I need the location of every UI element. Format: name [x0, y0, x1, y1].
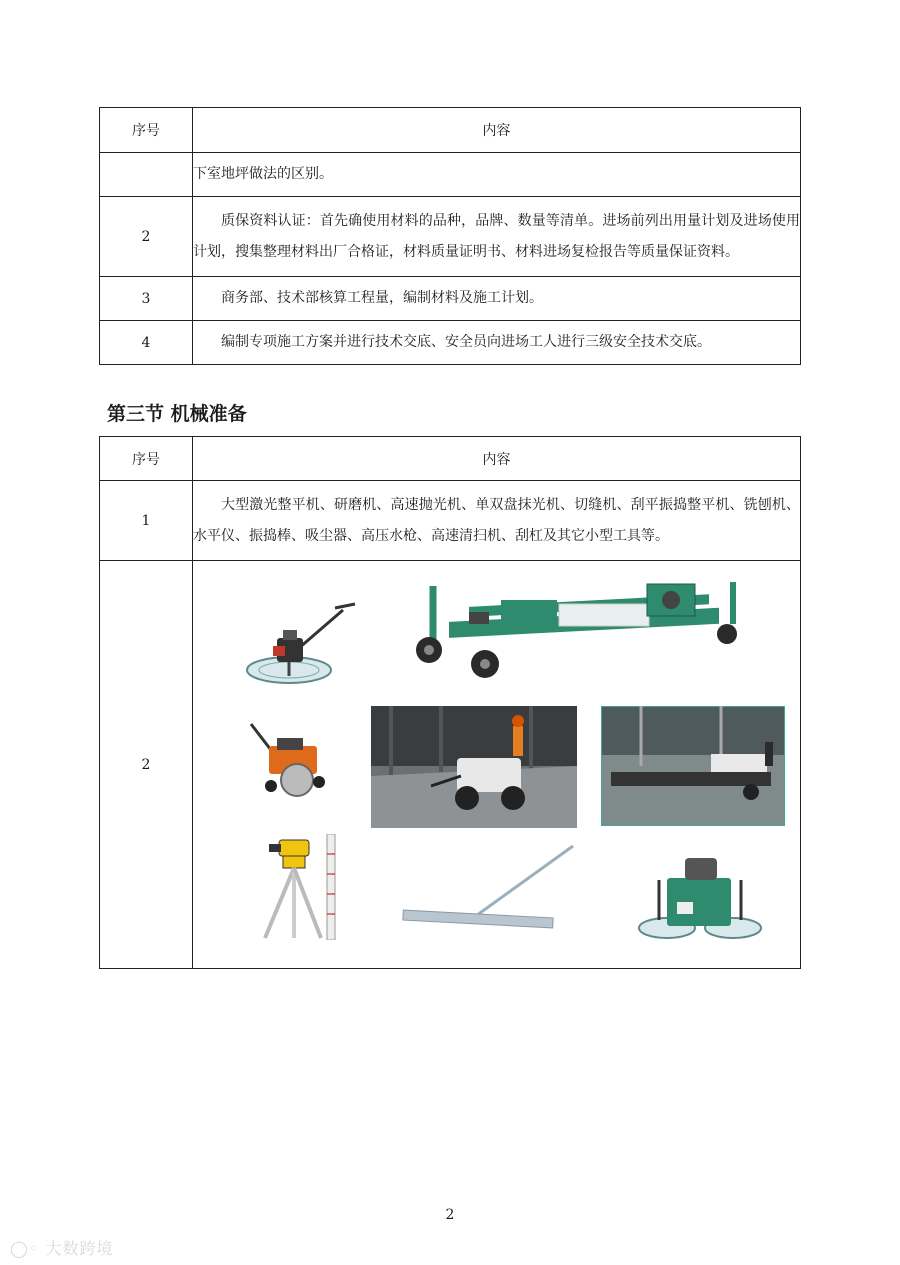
- machinery-table: [99, 436, 801, 969]
- row-content: 大型激光整平机、研磨机、高速抛光机、单双盘抹光机、切缝机、刮平振捣整平机、铣刨机、水平仪、振捣棒、吸尘器、高压水枪、高速清扫机、刮杠及其它小型工具等。: [193, 481, 801, 561]
- watermark: [10, 1236, 113, 1259]
- super-screed-machine-icon: [409, 574, 749, 684]
- header-num: 序号: [100, 437, 193, 481]
- row-num: 2: [100, 197, 193, 277]
- header-content: 内容: [193, 437, 801, 481]
- concrete-cutter-icon: [247, 720, 337, 800]
- row-num: 2: [100, 561, 193, 969]
- section-title: 第三节 机械准备: [107, 403, 247, 425]
- walk-behind-power-trowel-icon: [243, 600, 363, 692]
- table-header-row: [100, 437, 801, 481]
- header-num: 序号: [100, 108, 193, 153]
- header-content: 内容: [193, 108, 801, 153]
- row-content: 下室地坪做法的区别。: [193, 153, 801, 197]
- row-num: 3: [100, 277, 193, 321]
- row-content: 编制专项施工方案并进行技术交底、安全员向进场工人进行三级安全技术交底。: [193, 321, 801, 365]
- table-row: [100, 197, 801, 277]
- preparation-table: [99, 107, 801, 365]
- row-content: 质保资料认证：首先确使用材料的品种，品牌、数量等清单。进场前列出用量计划及进场使用计划，搜集整理材料出厂合格证，材料质量证明书、材料进场复检报告等质量保证资料。: [193, 197, 801, 277]
- leveling-machine-in-warehouse-photo: [601, 706, 785, 826]
- table-row: [100, 481, 801, 561]
- row-num: [100, 153, 193, 197]
- row-content: 商务部、技术部核算工程量，编制材料及施工计划。: [193, 277, 801, 321]
- screed-brand-label: SUPERSCREED: [500, 647, 575, 663]
- level-instrument-tripod-icon: [255, 834, 345, 940]
- watermark-text: 大数跨境: [45, 1239, 114, 1258]
- row-num: 4: [100, 321, 193, 365]
- screed-rake-icon: [393, 840, 579, 950]
- watermark-logo-icon: ◯◦: [10, 1239, 40, 1258]
- table-header-row: [100, 108, 801, 153]
- row-num: 1: [100, 481, 193, 561]
- table-row: [100, 277, 801, 321]
- laser-screed-on-site-photo: [371, 706, 577, 828]
- ride-on-power-trowel-icon: [637, 840, 765, 952]
- table-row: [100, 321, 801, 365]
- page-number: 2: [445, 1207, 455, 1223]
- machine-images-cell: [193, 561, 801, 969]
- table-row: [100, 153, 801, 197]
- table-row: [100, 561, 801, 969]
